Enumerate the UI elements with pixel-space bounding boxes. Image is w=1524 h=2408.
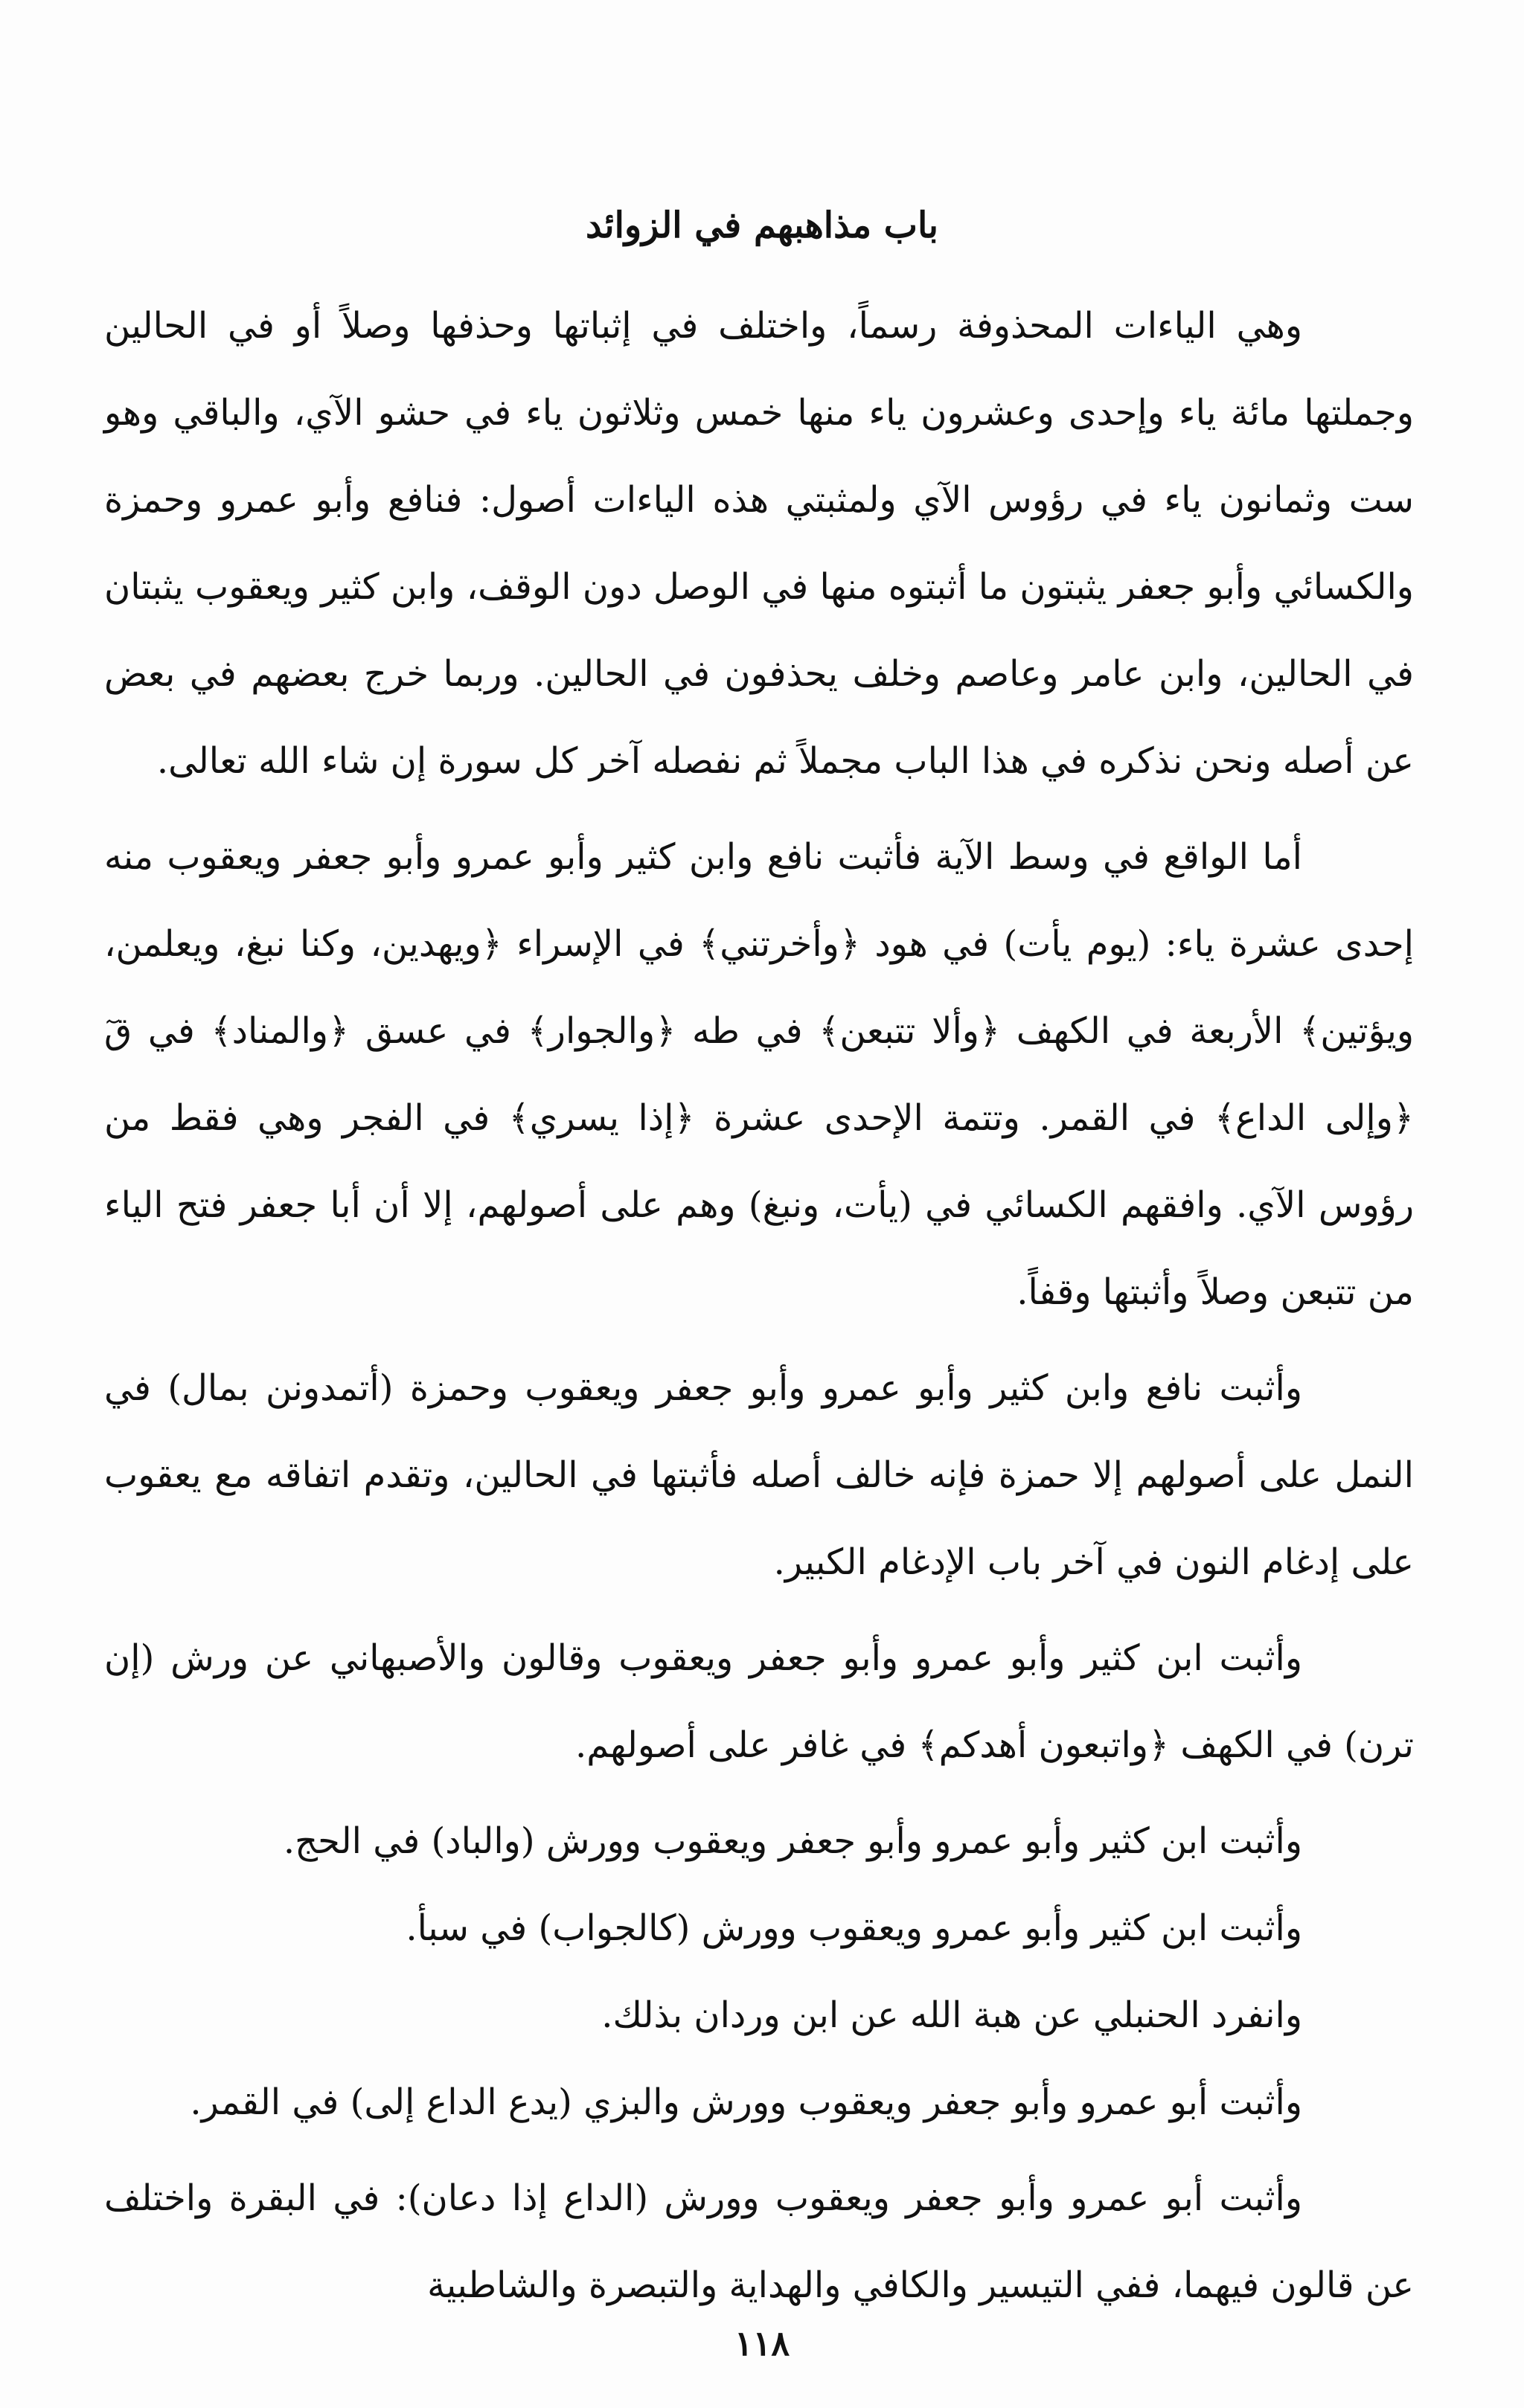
paragraph: أما الواقع في وسط الآية فأثبت نافع وابن كثير وأبو عمرو وأبو جعفر ويعقوب منه إحدى عشرة ياء: (يوم يأت) في هود ﴿وأخرتني﴾ في الإسراء ﴿ويهدين، وكنا نبغ، ويعلمن، ويؤتين﴾ الأربعة في الكهف ﴿وألا تتبعن﴾ في طه ﴿والجوار﴾ في عسق ﴿والمناد﴾ في قٓ ﴿وإلى الداع﴾ في القمر. وتتمة الإحدى عشرة ﴿إذا يسري﴾ في الفجر وهي فقط من رؤوس الآي. وافقهم الكسائي في (يأت، ونبغ) وهم على أصولهم، إلا أن أبا جعفر فتح الياء من تتبعن وصلاً وأثبتها وقفاً.	[104, 836, 1415, 1313]
paragraph: وهي الياءات المحذوفة رسماً، واختلف في إثباتها وحذفها وصلاً أو في الحالين وجملتها مائة ياء وإحدى وعشرون ياء منها خمس وثلاثون ياء في حشو الآي، والباقي وهو ست وثمانون ياء في رؤوس الآي ولمثبتي هذه الياءات أصول: فنافع وأبو عمرو وحمزة والكسائي وأبو جعفر يثبتون ما أثبتوه منها في الوصل دون الوقف، وابن كثير ويعقوب يثبتان في الحالين، وابن عامر وعاصم وخلف يحذفون في الحالين. وربما خرج بعضهم في بعض عن أصله ونحن نذكره في هذا الباب مجملاً ثم نفصله آخر كل سورة إن شاء الله تعالى.	[104, 305, 1414, 782]
paragraph: وأثبت نافع وابن كثير وأبو عمرو وأبو جعفر ويعقوب وحمزة (أتمدونن بمال) في النمل على أصولهم إلا حمزة فإنه خالف أصله فأثبتها في الحالين، وتقدم اتفاقه مع يعقوب على إدغام النون في آخر باب الإدغام الكبير.	[104, 1367, 1415, 1583]
paragraph: وانفرد الحنبلي عن هبة الله عن ابن وردان بذلك.	[601, 1994, 1302, 2036]
paragraph: وأثبت ابن كثير وأبو عمرو وأبو جعفر ويعقوب وقالون والأصبهاني عن ورش (إن ترن) في الكهف ﴿واتبعون أهدكم﴾ في غافر على أصولهم.	[104, 1637, 1414, 1766]
page-number: ١١٨	[734, 2323, 790, 2363]
paragraph: وأثبت ابن كثير وأبو عمرو ويعقوب وورش (كالجواب) في سبأ.	[406, 1907, 1302, 1949]
paragraph: وأثبت ابن كثير وأبو عمرو وأبو جعفر ويعقوب وورش (والباد) في الحج.	[283, 1820, 1302, 1862]
body-text	[104, 283, 1414, 2338]
paragraph: وأثبت أبو عمرو وأبو جعفر ويعقوب وورش (الداع إذا دعان): في البقرة واختلف عن قالون فيهما، ففي التيسير والكافي والهداية والتبصرة والشاطبية	[104, 2177, 1414, 2306]
paragraph: وأثبت أبو عمرو وأبو جعفر ويعقوب وورش والبزي (يدع الداع إلى) في القمر.	[190, 2081, 1302, 2123]
chapter-title: باب مذاهبهم في الزوائد	[586, 205, 938, 246]
